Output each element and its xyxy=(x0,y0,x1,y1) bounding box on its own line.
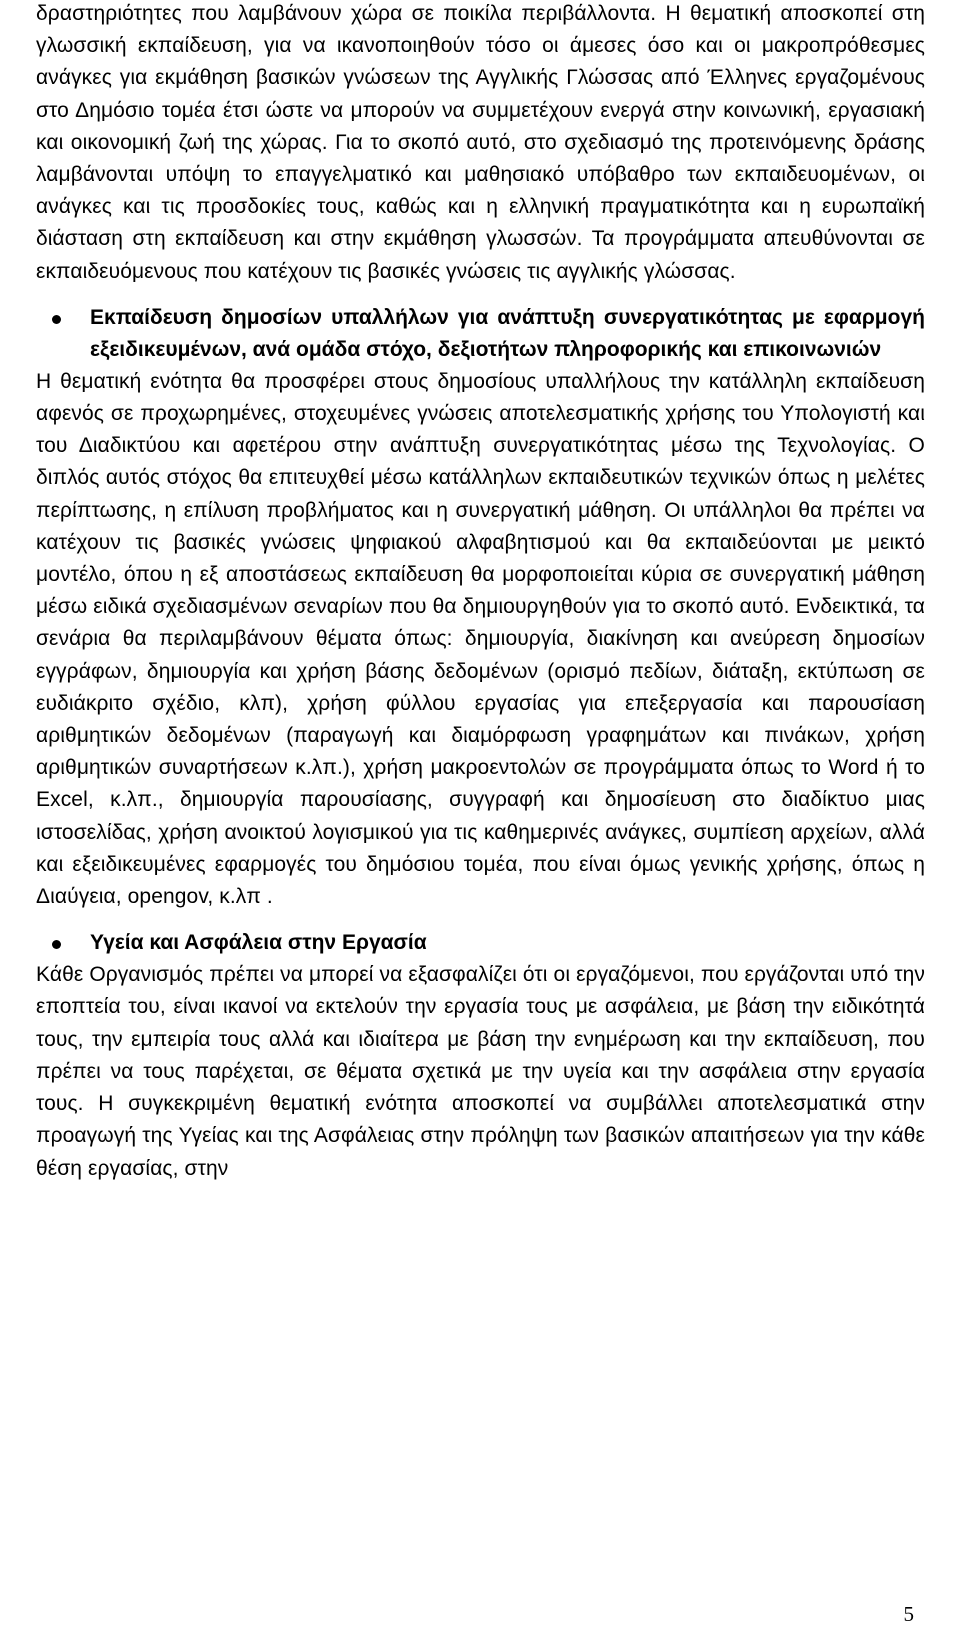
page-number: 5 xyxy=(903,1602,914,1626)
section-heading-it-training: Εκπαίδευση δημοσίων υπαλλήλων για ανάπτυξη συνεργατικότητας με εφαρμογή εξειδικευμένων, ανά ομάδα στόχο, δεξιοτήτων πληροφορικής και επικοινωνιών xyxy=(90,305,925,361)
intro-paragraph: δραστηριότητες που λαμβάνουν χώρα σε ποικίλα περιβάλλοντα. Η θεματική αποσκοπεί στη γλωσσική εκπαίδευση, για να ικανοποιηθούν τόσο οι άμεσες όσο και οι μακροπρόθεσμες ανάγκες για εκμάθηση βασικών γνώσεων της Αγγλικής Γλώσσας από Έλληνες εργαζομένους στο Δημόσιο τομέα έτσι ώστε να μπορούν να συμμετέχουν ενεργά στην κοινωνική, εργασιακή και οικονομική ζωή της χώρας. Για το σκοπό αυτό, στο σχεδιασμό της προτεινόμενης δράσης λαμβάνονται υπόψη το επαγγελματικό και μαθησιακό υπόβαθρο των εκπαιδευομένων, οι ανάγκες και τις προσδοκίες τους, καθώς και η ελληνική πραγματικότητα και η ευρωπαϊκή διάσταση στη εκπαίδευση και στην εκμάθηση γλωσσών. Τα προγράμματα απευθύνονται σε εκπαιδευόμενους που κατέχουν τις βασικές γνώσεις τις αγγλικής γλώσσας. xyxy=(36,2,925,283)
section-body-it-training: Η θεματική ενότητα θα προσφέρει στους δημοσίους υπαλλήλους την κατάλληλη εκπαίδευση αφενός σε προχωρημένες, στοχευμένες γνώσεις αποτελεσματικής χρήσης του Υπολογιστή και του Διαδικτύου και αφετέρου στην ανάπτυξη συνεργατικότητας μέσω της Τεχνολογίας. Ο διπλός αυτός στόχος θα επιτευχθεί μέσω κατάλληλων εκπαιδευτικών τεχνικών όπως η μελέτες περίπτωσης, η επίλυση προβλήματος και η συνεργατική μάθηση. Οι υπάλληλοι θα πρέπει να κατέχουν τις βασικές γνώσεις ψηφιακού αλφαβητισμού και θα εκπαιδεύονται με μεικτό μοντέλο, όπου η εξ αποστάσεως εκπαίδευση θα μορφοποιείται κύρια σε συνεργατική μάθηση μέσω ειδικά σχεδιασμένων σεναρίων που θα δημιουργηθούν για το σκοπό αυτό. Ενδεικτικά, τα σενάρια θα περιλαμβάνουν θέματα όπως: δημιουργία, διακίνηση και ανεύρεση δημοσίων εγγράφων, δημιουργία και χρήση βάσης δεδομένων (ορισμό πεδίων, διάταξη, εκτύπωση σε ευδιάκριτο σχέδιο, κλπ), χρήση φύλλου εργασίας για επεξεργασία και παρουσίαση αριθμητικών δεδομένων (παραγωγή και διαμόρφωση γραφημάτων και πινάκων, χρήση αριθμητικών συναρτήσεων κ.λπ.), χρήση μακροεντολών σε προγράμματα όπως το Word ή το Excel, κ.λπ., δημιουργία παρουσίασης, συγγραφή και δημοσίευση στο διαδίκτυο μιας ιστοσελίδας, χρήση ανοικτού λογισμικού για τις καθημερινές ανάγκες, συμπίεση αρχείων, αλλά και εξειδικευμένες εφαρμογές του δημόσιου τομέα, που είναι όμως γενικής χρήσης, όπως η Διαύγεια, opengov, κ.λπ . xyxy=(36,369,925,909)
bullet-icon xyxy=(52,940,61,949)
section-heading-health-safety: Υγεία και Ασφάλεια στην Εργασία xyxy=(90,931,427,955)
section-body-health-safety: Κάθε Οργανισμός πρέπει να μπορεί να εξασφαλίζει ότι οι εργαζόμενοι, που εργάζονται υπό την εποπτεία του, είναι ικανοί να εκτελούν την εργασία τους με ασφάλεια, με βάση την ειδικότητά τους, την εμπειρία τους αλλά και ιδιαίτερα με βάση την ενημέρωση και την εκπαίδευση, που πρέπει να τους παρέχεται, σε θέματα σχετικά με την υγεία και την ασφάλεια στην εργασία τους. Η συγκεκριμένη θεματική ενότητα αποσκοπεί να συμβάλλει αποτελεσματικά στην προαγωγή της Υγείας και της Ασφάλειας στην πρόληψη των βασικών απαιτήσεων για την κάθε θέση εργασίας, στην xyxy=(36,963,925,1180)
document-page xyxy=(36,0,925,1185)
section-it-training xyxy=(36,302,925,366)
bullet-icon xyxy=(52,315,61,324)
section-health-safety xyxy=(36,927,925,959)
